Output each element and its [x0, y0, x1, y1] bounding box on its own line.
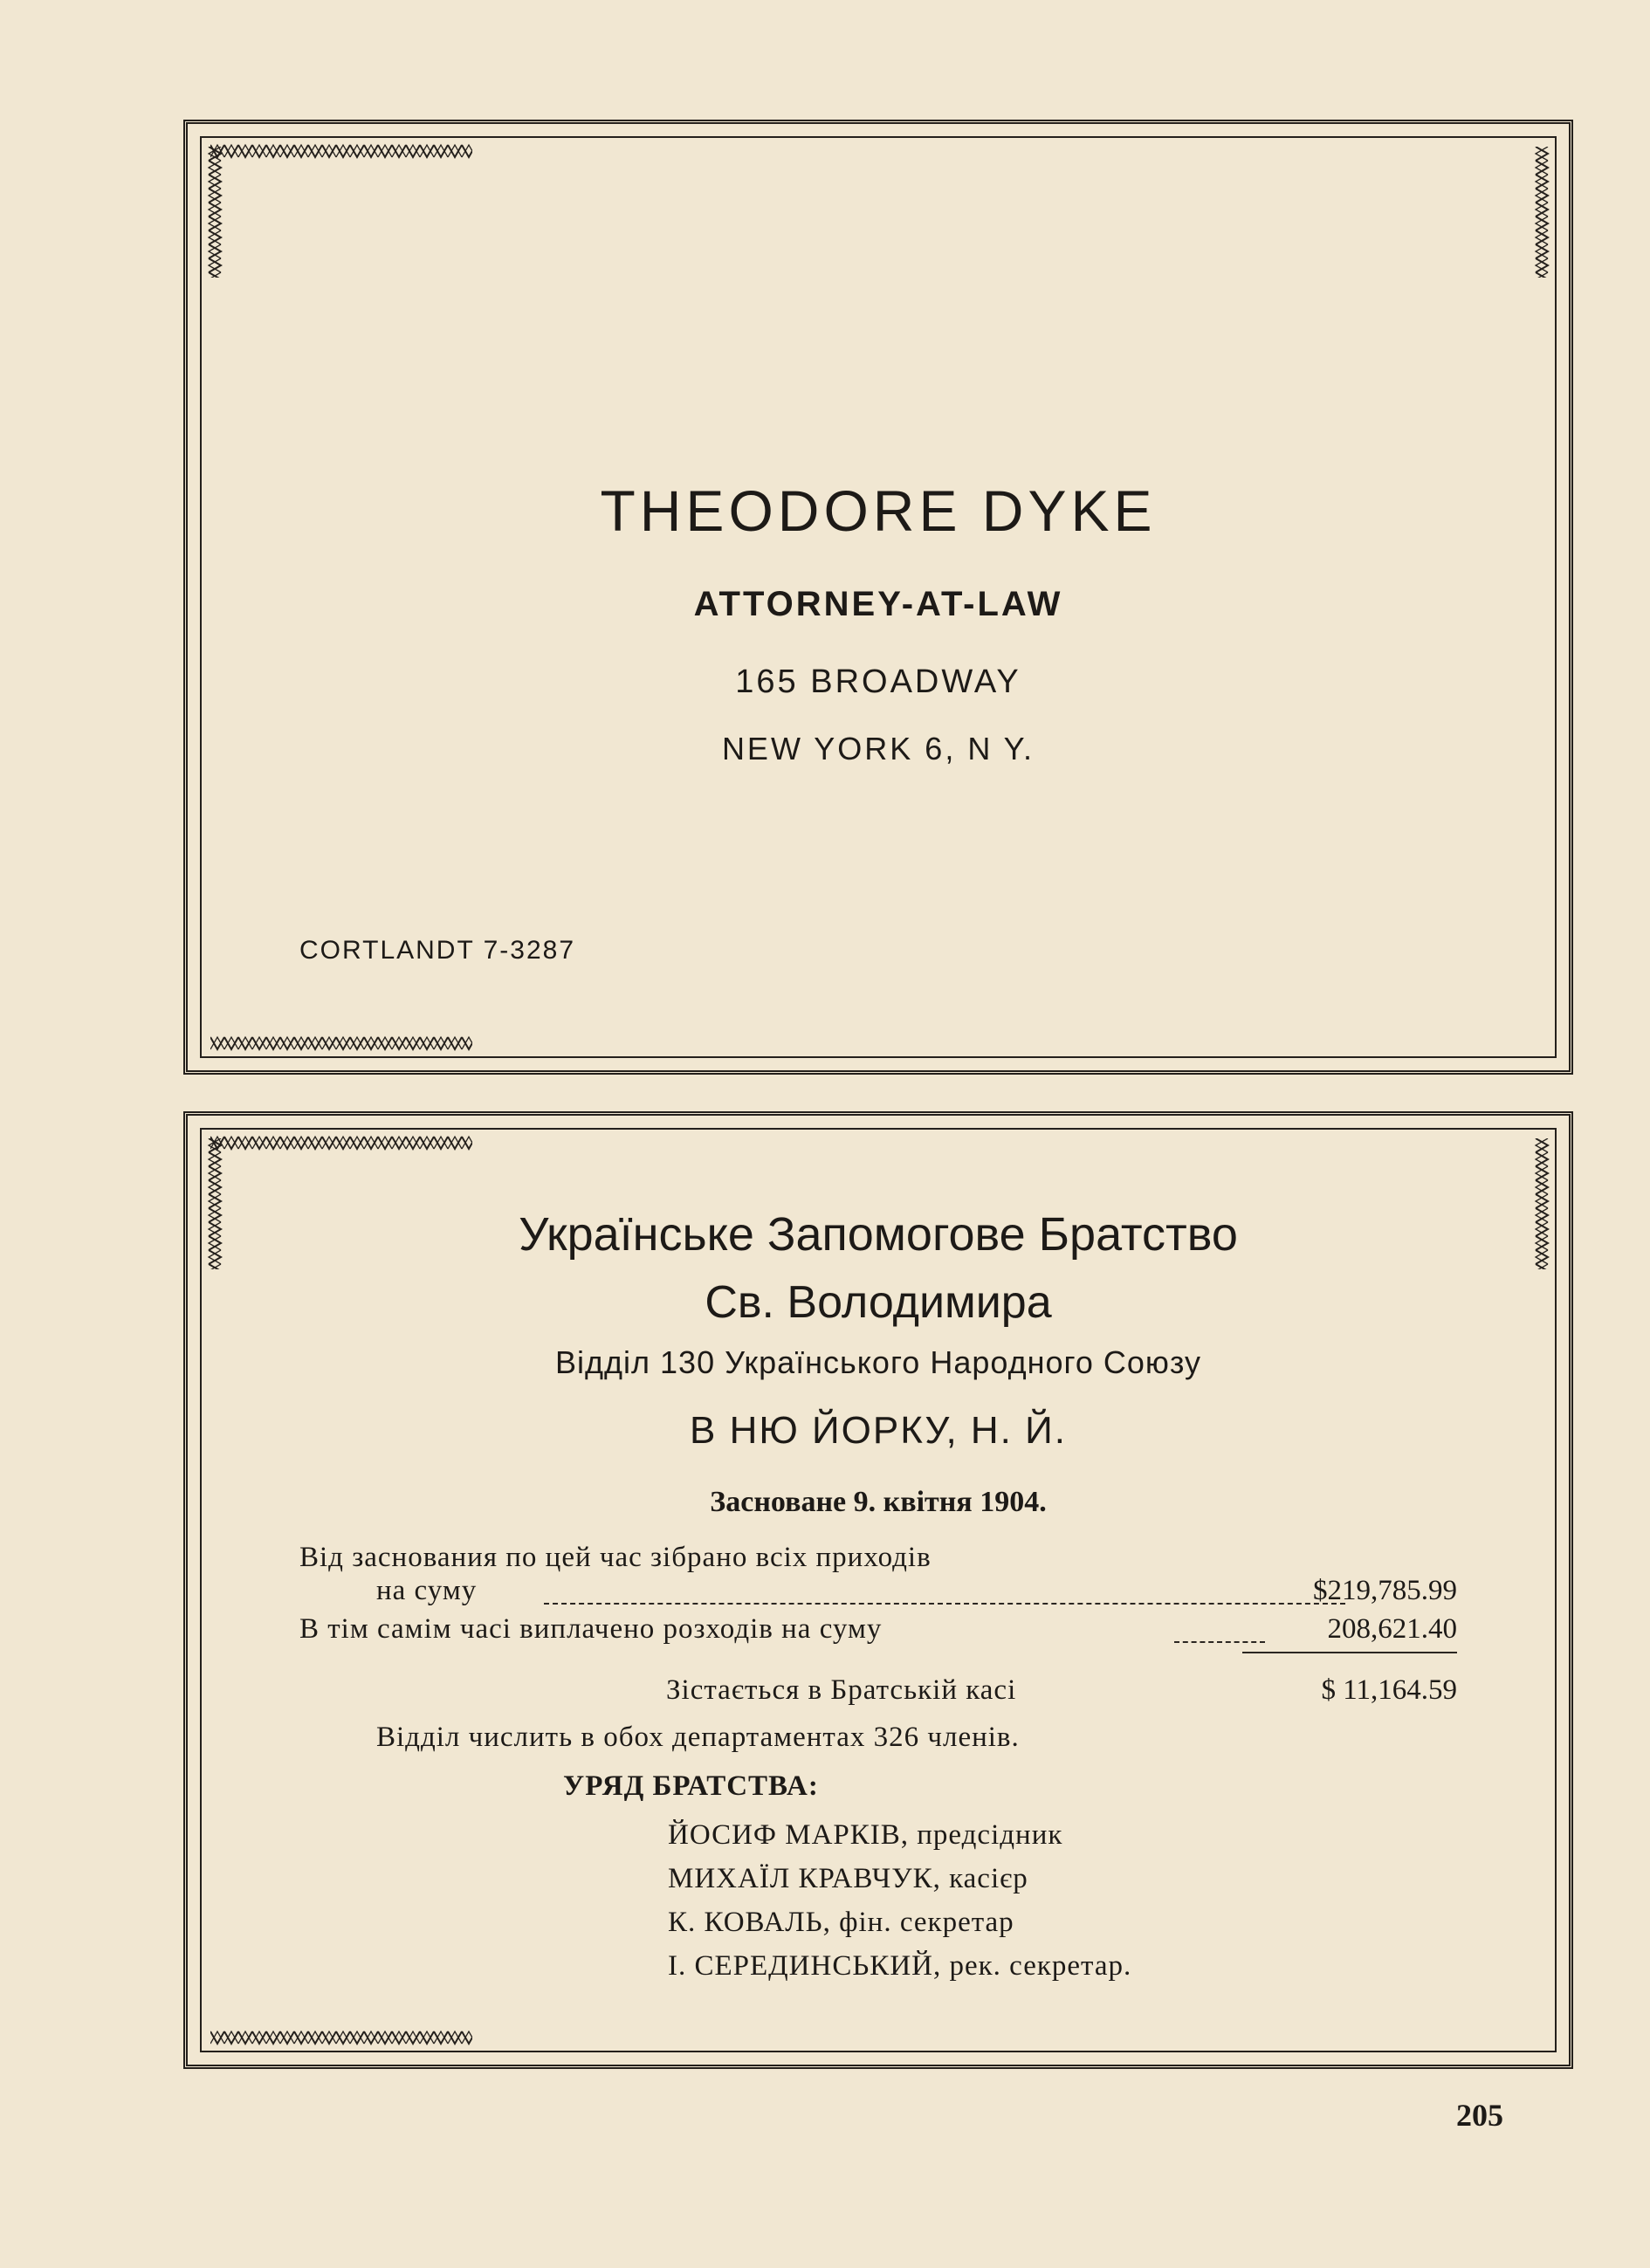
income-label: Від заснования по цей час зібрано всіх приходів	[299, 1542, 932, 1573]
income-label-sum: на суму	[376, 1575, 478, 1606]
balance-amount: $ 11,164.59	[1321, 1674, 1457, 1706]
expense-label: В тім самім часі виплачено розходів на суму	[299, 1613, 883, 1645]
leader-dashes	[544, 1603, 1345, 1605]
border-ornament-top	[210, 141, 472, 161]
officer-recording-secretary: І. СЕРЕДИНСЬКИЙ, рек. секретар.	[668, 1950, 1132, 1982]
org-branch: Відділ 130 Українського Народного Союзу	[555, 1344, 1201, 1380]
expense-amount: 208,621.40	[1327, 1613, 1457, 1645]
org-location: В НЮ ЙОРКУ, Н. Й.	[690, 1409, 1067, 1452]
border-ornament-top	[210, 1133, 472, 1152]
attorney-title: ATTORNEY-AT-LAW	[693, 585, 1063, 623]
leader-dashes	[1174, 1641, 1265, 1643]
city-line: NEW YORK 6, N Y.	[721, 731, 1035, 766]
border-ornament-right	[1532, 147, 1551, 278]
officer-financial-secretary: К. КОВАЛЬ, фін. секретар	[668, 1907, 1014, 1938]
sum-rule	[1242, 1652, 1457, 1653]
board-heading: УРЯД БРАТСТВА:	[563, 1770, 819, 1802]
balance-label: Зістається в Братській касі	[666, 1674, 1017, 1706]
border-ornament-bottom	[210, 2028, 472, 2047]
attorney-name: THEODORE DYKE	[600, 478, 1157, 543]
officer-president: ЙОСИФ МАРКІВ, предсідник	[668, 1819, 1063, 1851]
org-patron: Св. Володимира	[705, 1277, 1052, 1328]
page-number: 205	[1456, 2098, 1503, 2133]
border-ornament-bottom	[210, 1034, 472, 1053]
brotherhood-ad	[183, 1111, 1573, 2069]
border-ornament-left	[205, 147, 224, 278]
income-amount: $219,785.99	[1313, 1575, 1457, 1606]
founded-date: Засноване 9. квітня 1904.	[710, 1486, 1047, 1518]
attorney-ad	[183, 120, 1573, 1075]
officer-treasurer: МИХАЇЛ КРАВЧУК, касієр	[668, 1863, 1028, 1894]
org-name: Українське Запомогове Братство	[519, 1208, 1238, 1261]
member-count: Відділ числить в обох департаментах 326 членів.	[376, 1722, 1020, 1753]
street-address: 165 BROADWAY	[735, 663, 1021, 700]
telephone-number: CORTLANDT 7-3287	[299, 936, 576, 965]
